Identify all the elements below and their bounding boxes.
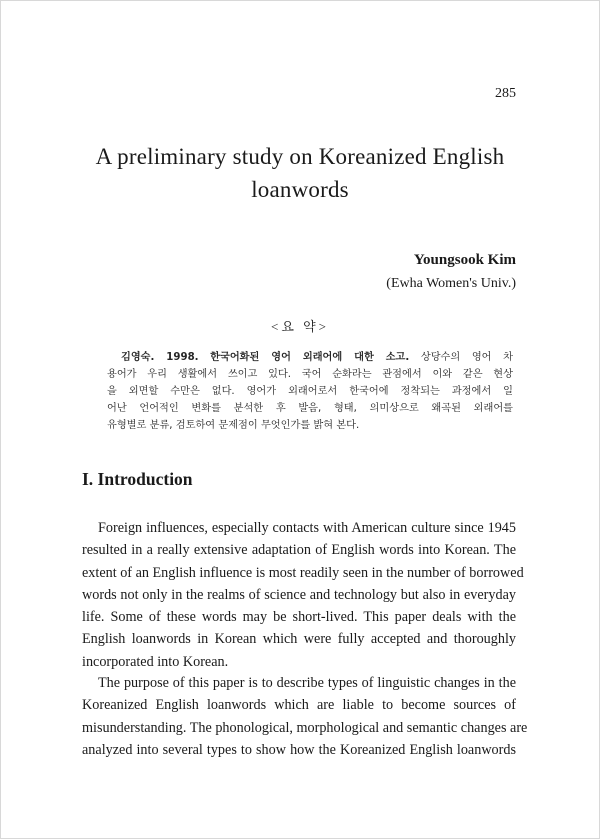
paragraph-line: words not only in the realms of science and technology but also in everyday [82, 586, 516, 603]
paragraph-line: The purpose of this paper is to describe types of linguistic changes in the [98, 675, 516, 691]
paragraph-1 [82, 517, 524, 673]
abstract-line: 유형별로 분류, 검토하여 문제점이 무엇인가를 밝혀 본다. [107, 420, 360, 431]
abstract-line: 어난 언어적인 변화를 분석한 후 발음, 형태, 의미상으로 왜곡된 외래어를 [107, 403, 513, 414]
abstract-line-text: 상당수의 영어 차 [420, 352, 513, 363]
paragraph-line: misunderstanding. The phonological, morphological and semantic changes are [82, 719, 528, 736]
paragraph-line: resulted in a really extensive adaptation of English words into Korean. The [82, 542, 516, 559]
paragraph-line: incorporated into Korean. [82, 653, 229, 670]
section-heading: I. Introduction [82, 469, 193, 489]
abstract-line [107, 349, 513, 366]
abstract-citation-title: 한국어화된 영어 외래어에 대한 소고. [210, 352, 410, 363]
paragraph-2 [82, 672, 528, 761]
abstract-heading: <요 약> [270, 319, 330, 334]
paper-title-line-2: loanwords [251, 177, 349, 202]
page-number: 285 [495, 86, 516, 101]
abstract-line: 용어가 우리 생활에서 쓰이고 있다. 국어 순화라는 관점에서 이와 같은 현상 [107, 369, 513, 380]
abstract-line: 을 외면할 수만은 없다. 영어가 외래어로서 한국어에 정착되는 과정에서 일 [107, 386, 513, 397]
paragraph-line: extent of an English influence is most readily seen in the number of borrowed [82, 564, 524, 581]
paragraph-line: life. Some of these words may be short-lived. This paper deals with the [82, 609, 516, 626]
abstract-citation-author: 김영숙. 1998. [121, 352, 199, 363]
abstract-body [107, 349, 513, 434]
paragraph-line: Koreanized English loanwords which are liable to become sources of [82, 697, 516, 714]
paragraph-line: Foreign influences, especially contacts with American culture since 1945 [98, 520, 516, 536]
paragraph-line: analyzed into several types to show how the Koreanized English loanwords [82, 741, 516, 758]
paper-title [0, 140, 600, 206]
author-name: Youngsook Kim [413, 252, 516, 268]
paragraph-line: English loanwords in Korean which were fully accepted and thoroughly [82, 631, 516, 648]
author-affiliation: (Ewha Women's Univ.) [386, 276, 516, 291]
paper-title-line-1: A preliminary study on Koreanized English [95, 144, 505, 169]
